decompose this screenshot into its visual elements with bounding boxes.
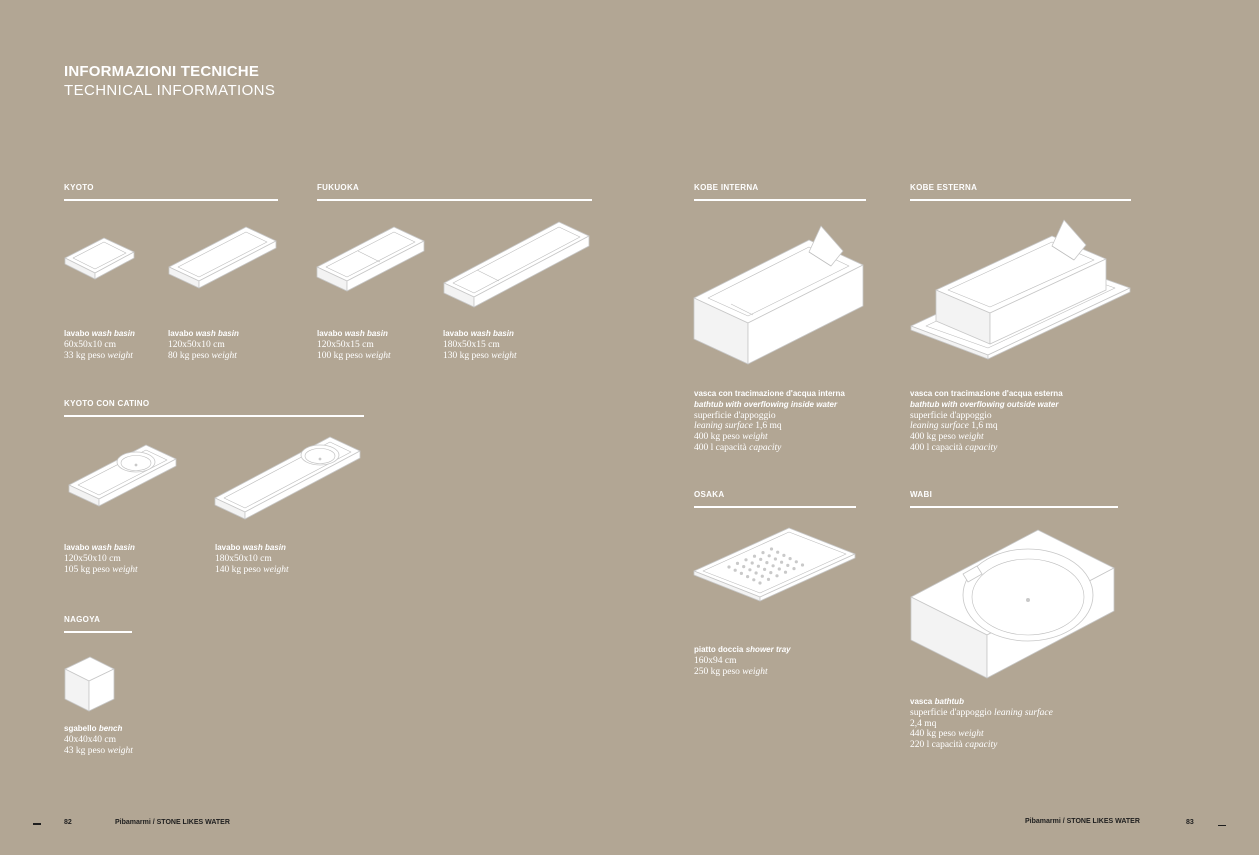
spec-dims: 180x50x15 cm (443, 339, 500, 350)
spec-weight-en: weight (263, 564, 289, 575)
page-title-it: INFORMAZIONI TECNICHE (64, 63, 260, 80)
spec-weight-it: 80 kg peso (168, 350, 210, 361)
drain-hole (761, 551, 764, 554)
spec-dims: 120x50x10 cm (168, 339, 225, 350)
section-title-kobe-interna: KOBE INTERNA (694, 183, 759, 192)
kyoto-60-illustration (62, 233, 138, 285)
drain-hole (775, 574, 778, 577)
drain-hole (753, 555, 756, 558)
spec-fukuoka-120 (317, 329, 391, 361)
drain-hole (736, 562, 739, 565)
footer-brand-right: Pibamarmi / STONE LIKES WATER (1025, 818, 1140, 825)
osaka-illustration (691, 524, 859, 602)
spec-weight-en: weight (107, 350, 133, 361)
kobe-interna-illustration (691, 222, 869, 368)
kobe-esterna-illustration (908, 214, 1134, 374)
fukuoka-180-illustration (441, 217, 593, 317)
spec-label-it: lavabo (64, 543, 90, 552)
spec-line4-en: leaning surface (694, 421, 753, 432)
spec-weight-en: weight (742, 666, 768, 677)
drain-hole (748, 568, 751, 571)
spec-weight-en: weight (491, 350, 517, 361)
section-title-osaka: OSAKA (694, 490, 725, 499)
spec-weight-it: 43 kg peso (64, 745, 106, 756)
wabi-illustration (908, 525, 1120, 685)
spec-capacity-en: capacity (965, 740, 998, 751)
page-title-en: TECHNICAL INFORMATIONS (64, 82, 276, 99)
spec-kyoto-60 (64, 329, 135, 361)
drain-hole (795, 560, 798, 563)
spec-wabi (910, 697, 1053, 751)
drain-hole (774, 557, 777, 560)
drain-hole (758, 581, 761, 584)
spec-weight-en: weight (107, 745, 133, 756)
spec-weight-it: 100 kg peso (317, 350, 363, 361)
kyoto-120-illustration (166, 223, 280, 297)
section-rule (910, 506, 1118, 508)
spec-label-en: wash basin (344, 329, 388, 338)
drain-hole (784, 571, 787, 574)
spec-line4-val: 1,6 mq (755, 421, 782, 432)
drain-hole (742, 565, 745, 568)
drain-hole (772, 564, 775, 567)
kyoto-catino-180-illustration (212, 432, 366, 530)
drain-hole (746, 575, 749, 578)
drain-hole (761, 575, 764, 578)
drain-hole (751, 561, 754, 564)
spec-capacity-it: 400 l capacità (694, 442, 747, 453)
section-title-fukuoka: FUKUOKA (317, 183, 360, 192)
spec-line2: bathtub with overflowing inside water (694, 399, 838, 409)
spec-weight-en: weight (742, 432, 768, 443)
spec-label-en: wash basin (470, 329, 514, 338)
footer-brand-left: Pibamarmi / STONE LIKES WATER (115, 819, 230, 826)
spec-weight-en: weight (958, 432, 984, 443)
drain-hole (734, 569, 737, 572)
spec-weight-it: 130 kg peso (443, 350, 489, 361)
spec-kobe-esterna (910, 389, 1063, 454)
section-title-kobe-esterna: KOBE ESTERNA (910, 183, 978, 192)
kyoto-catino-120-illustration (66, 441, 182, 515)
footer-mark-right (1218, 825, 1226, 826)
spec-line1: vasca con tracimazione d'acqua esterna (910, 389, 1063, 398)
spec-kyoto-120 (168, 329, 239, 361)
drain-hole (752, 578, 755, 581)
section-title-wabi: WABI (910, 490, 933, 499)
section-rule (64, 415, 364, 417)
spec-label-it: lavabo (168, 329, 194, 338)
spec-label-en: wash basin (91, 329, 135, 338)
drain-hole (778, 567, 781, 570)
fukuoka-120-illustration (314, 223, 428, 299)
drain-hole (792, 567, 795, 570)
drain-hole (782, 554, 785, 557)
spec-osaka (694, 645, 791, 677)
drain-hole (776, 551, 779, 554)
drain-hole (786, 564, 789, 567)
spec-kyoto-catino-180 (215, 543, 289, 575)
spec-line4-en: leaning surface (910, 421, 969, 432)
drain-hole (727, 565, 730, 568)
section-rule (910, 199, 1131, 201)
spec-label-it: lavabo (64, 329, 90, 338)
spec-label-en: bathtub (934, 697, 964, 706)
page-number-right: 83 (1186, 819, 1194, 826)
section-rule (64, 199, 278, 201)
spec-label-it: lavabo (443, 329, 469, 338)
spec-fukuoka-180 (443, 329, 517, 361)
spec-weight-it: 400 kg peso (910, 432, 956, 443)
spec-kobe-interna (694, 389, 845, 454)
spec-weight-it: 33 kg peso (64, 350, 106, 361)
drain-hole (801, 563, 804, 566)
spec-surface-it: superficie d'appoggio (910, 707, 992, 718)
page-number-left: 82 (64, 819, 72, 826)
spec-dims: 60x50x10 cm (64, 339, 116, 350)
spec-capacity-it: 220 l capacità (910, 740, 963, 751)
footer-mark-left (33, 823, 41, 825)
spec-line4-val: 1,6 mq (971, 421, 998, 432)
drain-hole (740, 572, 743, 575)
spec-dims: 120x50x10 cm (64, 553, 121, 564)
spec-weight-it: 140 kg peso (215, 564, 261, 575)
drain-hole (767, 578, 770, 581)
spec-capacity-en: capacity (749, 442, 782, 453)
spec-label-it: piatto doccia (694, 645, 744, 654)
spec-weight-it: 400 kg peso (694, 432, 740, 443)
section-rule (64, 631, 132, 633)
drain-hole (757, 565, 760, 568)
drain-hole (780, 561, 783, 564)
section-rule (317, 199, 592, 201)
spec-label-en: wash basin (242, 543, 286, 552)
section-title-kyoto-catino: KYOTO CON CATINO (64, 399, 150, 408)
spec-label-en: wash basin (91, 543, 135, 552)
spec-surface-val: 2,4 mq (910, 718, 937, 729)
drain-hole (768, 554, 771, 557)
spec-label-en: shower tray (745, 645, 791, 654)
spec-weight-it: 250 kg peso (694, 666, 740, 677)
section-rule (694, 199, 866, 201)
spec-dims: 120x50x15 cm (317, 339, 374, 350)
spec-label-it: lavabo (317, 329, 343, 338)
spec-label-en: bench (98, 724, 123, 733)
drain-hole (744, 558, 747, 561)
spec-label-it: lavabo (215, 543, 241, 552)
spec-label-it: vasca (910, 697, 933, 706)
spec-weight-en: weight (211, 350, 237, 361)
spec-dims: 40x40x40 cm (64, 734, 116, 745)
spec-weight-it: 105 kg peso (64, 564, 110, 575)
drain-hole (763, 568, 766, 571)
spec-dims: 160x94 cm (694, 655, 737, 666)
spec-label-it: sgabello (64, 724, 97, 733)
spec-capacity-en: capacity (965, 442, 998, 453)
spec-label-en: wash basin (195, 329, 239, 338)
spec-weight-en: weight (112, 564, 138, 575)
section-rule (694, 506, 856, 508)
spec-line3: superficie d'appoggio (910, 410, 992, 421)
spec-kyoto-catino-120 (64, 543, 138, 575)
spec-line2: bathtub with overflowing outside water (910, 399, 1059, 409)
section-title-nagoya: NAGOYA (64, 615, 101, 624)
drain-hole (755, 571, 758, 574)
spec-dims: 180x50x10 cm (215, 553, 272, 564)
nagoya-illustration (62, 654, 118, 714)
drain-hole (789, 557, 792, 560)
section-title-kyoto: KYOTO (64, 183, 94, 192)
drain-hole (765, 561, 768, 564)
spec-weight-en: weight (958, 729, 984, 740)
spec-line1: vasca con tracimazione d'acqua interna (694, 389, 845, 398)
spec-capacity-it: 400 l capacità (910, 442, 963, 453)
drain-hole (769, 571, 772, 574)
spec-weight-it: 440 kg peso (910, 729, 956, 740)
spec-weight-en: weight (365, 350, 391, 361)
spec-line3: superficie d'appoggio (694, 410, 776, 421)
drain-hole (759, 558, 762, 561)
spec-nagoya (64, 724, 133, 756)
spec-surface-en: leaning surface (994, 707, 1053, 718)
drain-hole (770, 547, 773, 550)
